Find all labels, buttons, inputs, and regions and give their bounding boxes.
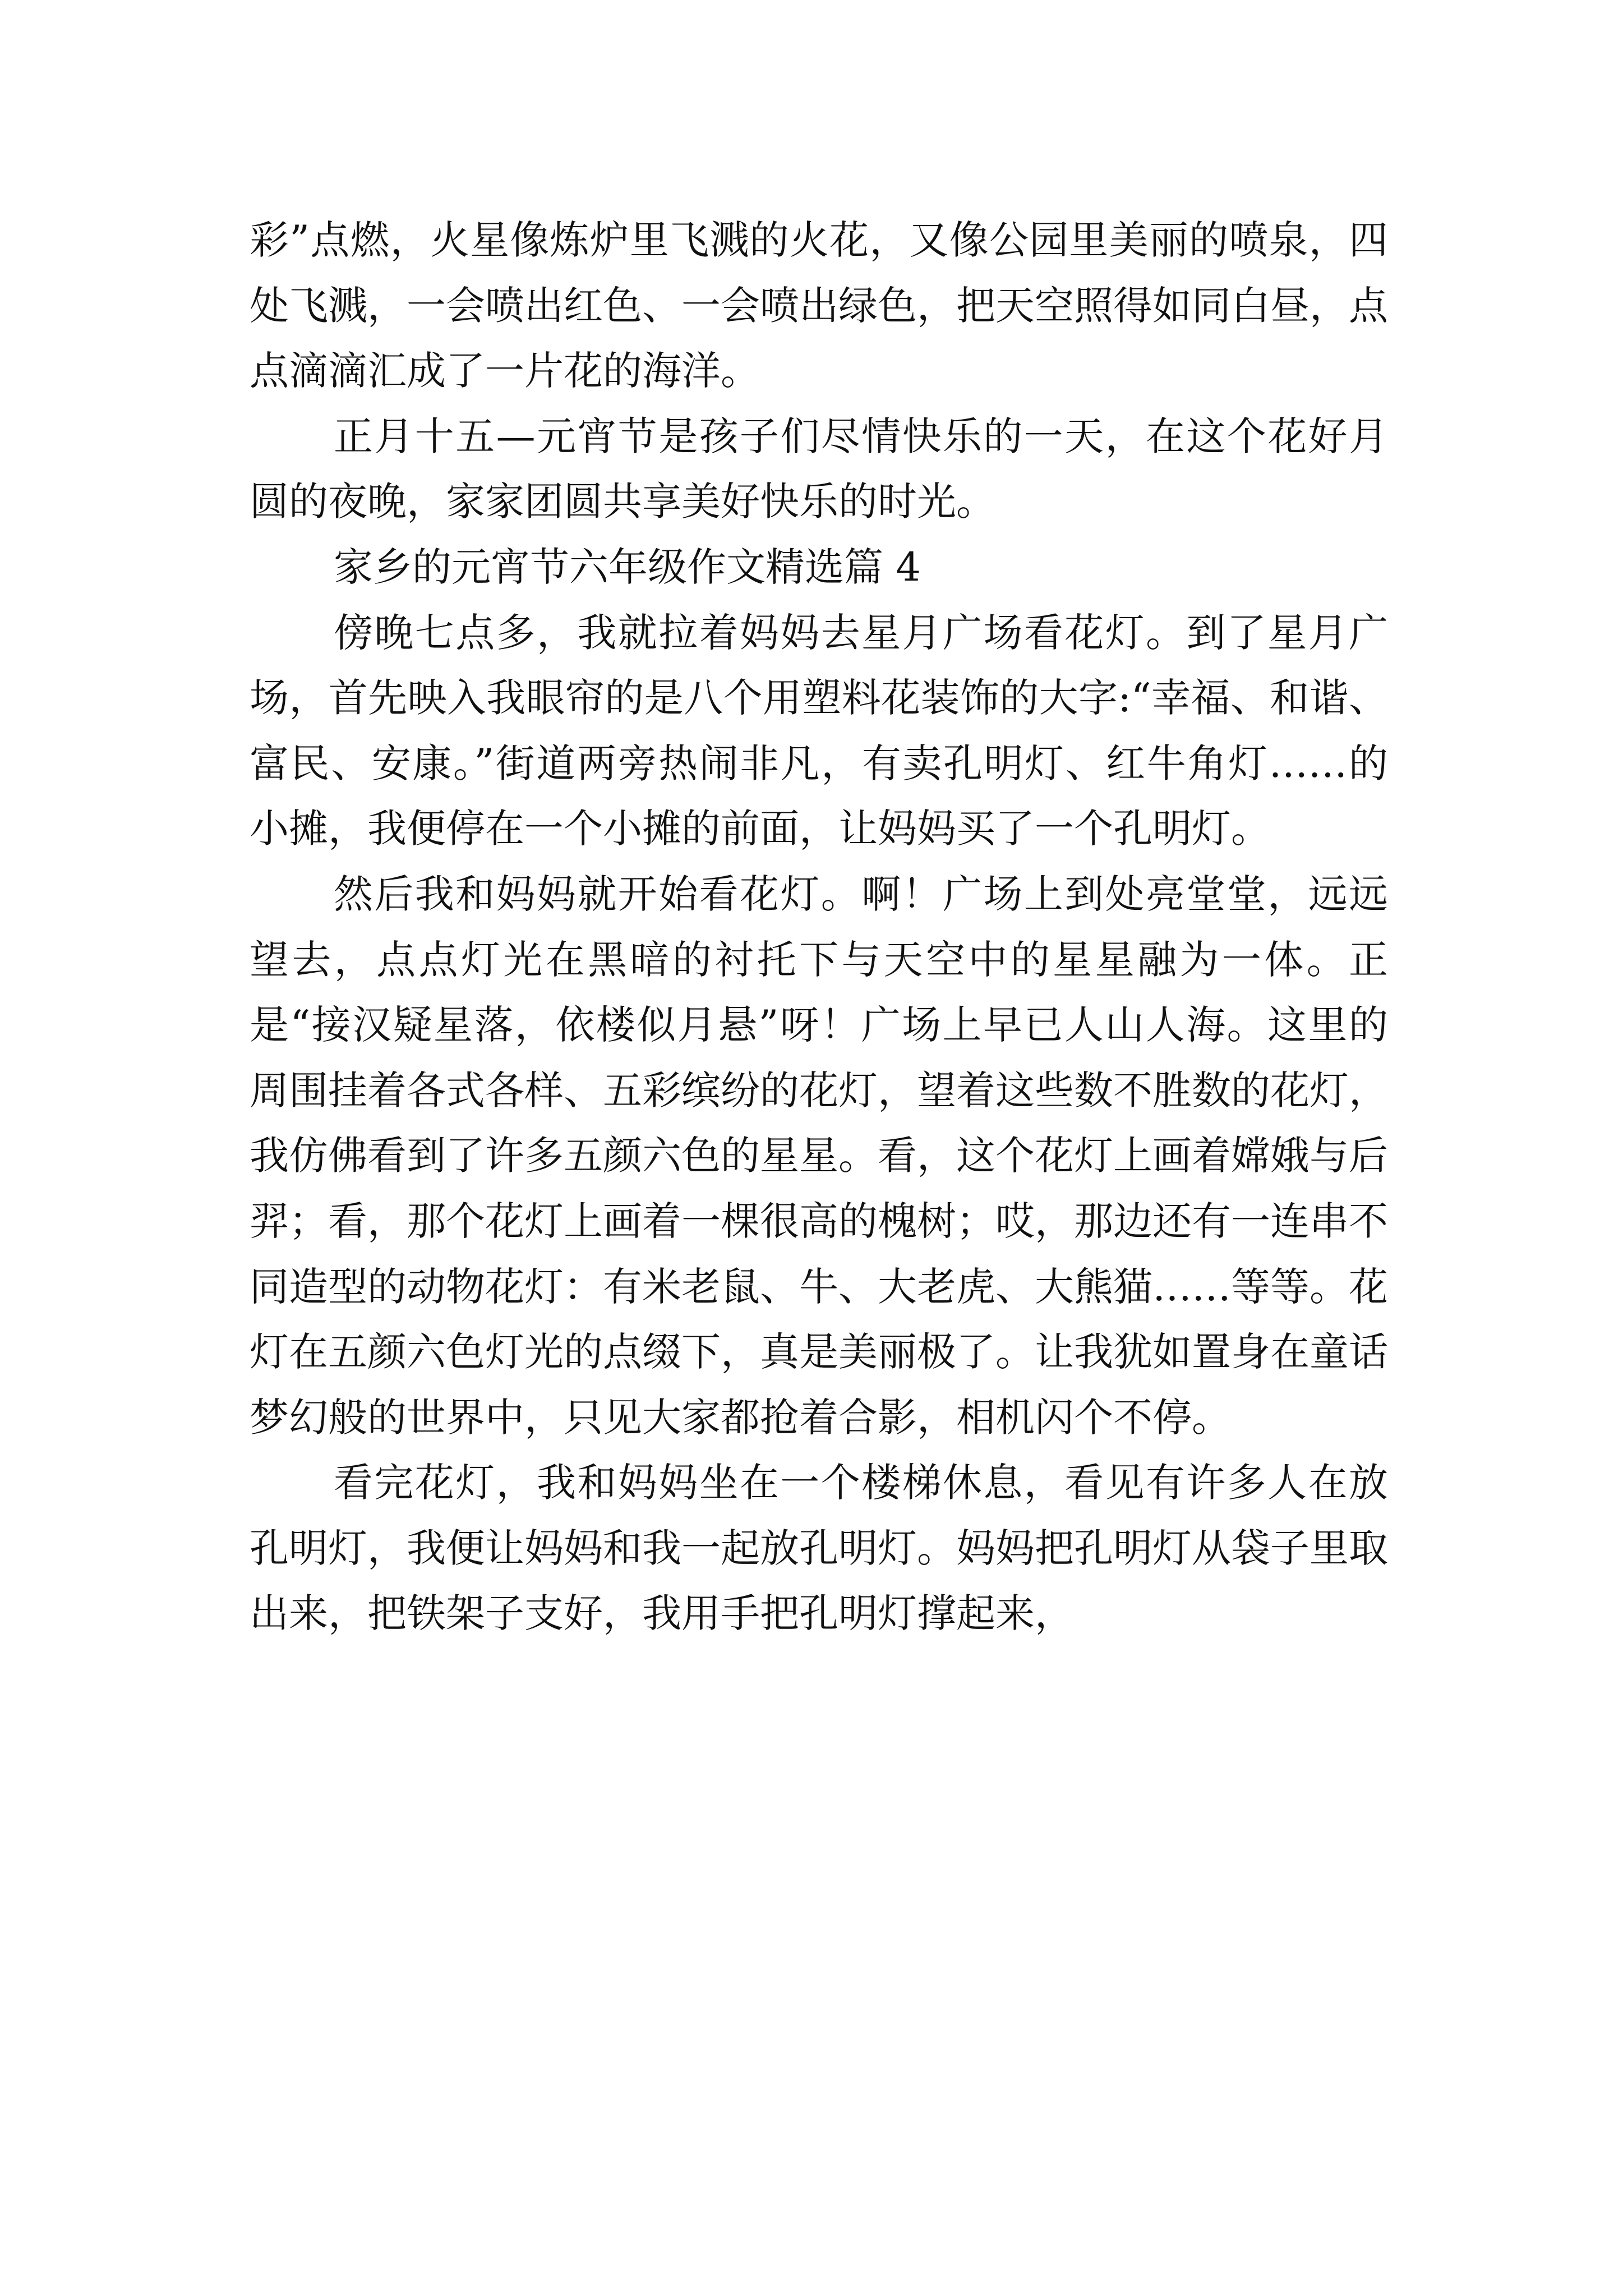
section-heading: 家乡的元宵节六年级作文精选篇 4 <box>334 544 921 590</box>
paragraph-continuation: 彩”点燃，火星像炼炉里飞溅的火花，又像公园里美丽的喷泉，四处飞溅，一会喷出红色、一会喷出绿色，把天空照得如同白昼，点点滴滴汇成了一片花的海洋。 <box>250 217 1388 394</box>
paragraph-evening-square: 傍晚七点多，我就拉着妈妈去星月广场看花灯。到了星月广场，首先映入我眼帘的是八个用塑料花装饰的大字:“幸福、和谐、富民、安康。”街道两旁热闹非凡，有卖孔明灯、红牛角灯……的小摊，我便停在一个小摊的前面，让妈妈买了一个孔明灯。 <box>250 609 1388 852</box>
paragraph-sky-lantern: 看完花灯，我和妈妈坐在一个楼梯休息，看见有许多人在放孔明灯，我便让妈妈和我一起放孔明灯。妈妈把孔明灯从袋子里取出来，把铁架子支好，我用手把孔明灯撑起来， <box>250 1460 1388 1637</box>
essay-text-block <box>250 208 1388 1646</box>
paragraph-viewing-lanterns: 然后我和妈妈就开始看花灯。啊！广场上到处亮堂堂，远远望去，点点灯光在黑暗的衬托下与天空中的星星融为一体。正是“接汉疑星落，依楼似月悬”呀！广场上早已人山人海。这里的周围挂着各式各样、五彩缤纷的花灯，望着这些数不胜数的花灯，我仿佛看到了许多五颜六色的星星。看，这个花灯上画着嫦娥与后羿；看，那个花灯上画着一棵很高的槐树；哎，那边还有一连串不同造型的动物花灯：有米老鼠、牛、大老虎、大熊猫……等等。花灯在五颜六色灯光的点缀下，真是美丽极了。让我犹如置身在童话梦幻般的世界中，只见大家都抢着合影，相机闪个不停。 <box>250 871 1388 1441</box>
paragraph-lantern-festival-summary: 正月十五—元宵节是孩子们尽情快乐的一天，在这个花好月圆的夜晚，家家团圆共享美好快乐的时光。 <box>250 413 1388 525</box>
